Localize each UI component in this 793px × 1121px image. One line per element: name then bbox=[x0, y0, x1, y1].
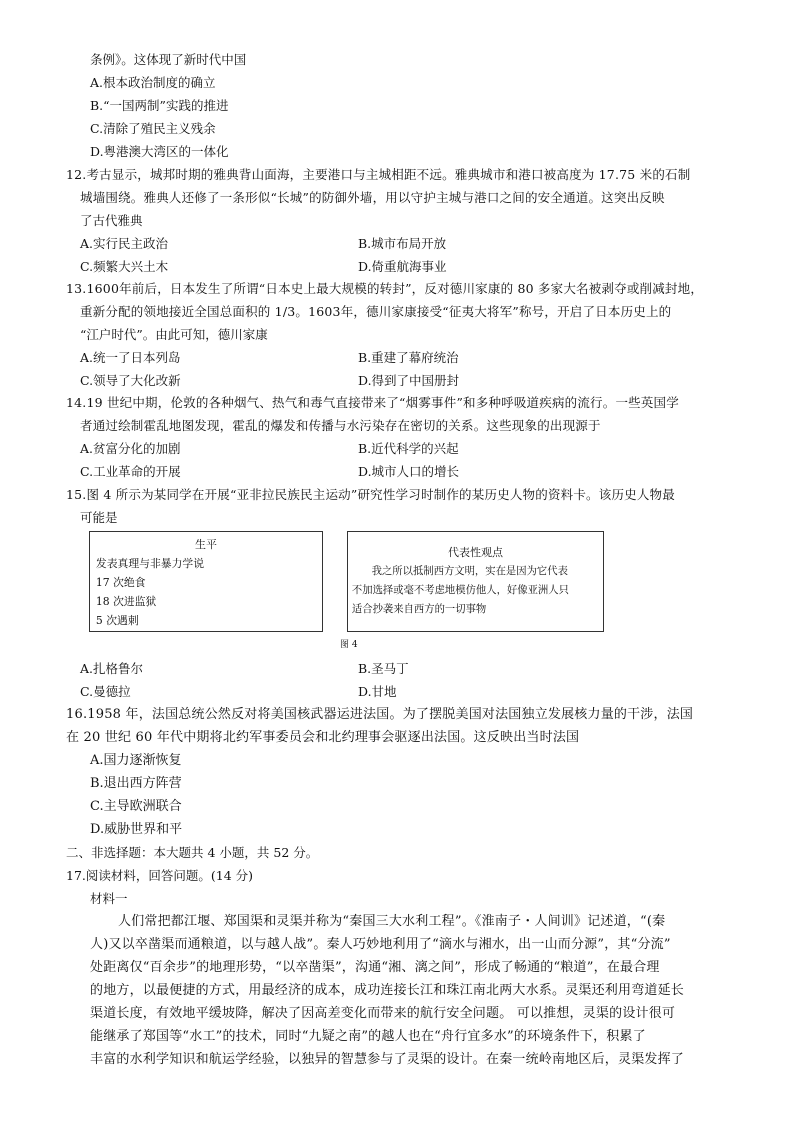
q13-option-a: A.统一了日本列岛 bbox=[80, 350, 181, 365]
q17-material-line: 渠道长度，有效地平缓坡降，解决了因高差变化而带来的航行安全问题。 可以推想，灵渠的设计很可 bbox=[90, 1006, 676, 1021]
q16-stem-line-1: 16.1958 年，法国总统公然反对将美国核武器运进法国。为了摆脱美国对法国独立发展核力量的干涉，法国 bbox=[66, 707, 694, 722]
card-biography-row: 18 次进监狱 bbox=[95, 595, 157, 608]
q13-option-c: C.领导了大化改新 bbox=[80, 373, 181, 388]
section-heading: 二、非选择题：本大题共 4 小题，共 52 分。 bbox=[66, 845, 319, 860]
q16-option-a: A.国力逐渐恢复 bbox=[90, 753, 182, 768]
q13-option-b: B.重建了幕府统治 bbox=[358, 350, 459, 365]
q11-option-d: D.粤港澳大湾区的一体化 bbox=[90, 144, 229, 159]
card-viewpoint-row: 不加选择或毫不考虑地模仿他人，好像亚洲人只 bbox=[351, 584, 569, 596]
q14-option-c: C.工业革命的开展 bbox=[80, 464, 181, 479]
q17-material-label: 材料一 bbox=[90, 891, 128, 906]
q17-material-line: 丰富的水利学知识和航运学经验，以独异的智慧参与了灵渠的设计。在秦一统岭南地区后，灵渠发挥了 bbox=[90, 1052, 685, 1067]
q16-stem-line-2: 在 20 世纪 60 年代中期将北约军事委员会和北约理事会驱逐出法国。这反映出当时法国 bbox=[66, 730, 580, 745]
q12-option-c: C.频繁大兴土木 bbox=[80, 259, 169, 274]
card-biography-title: 生平 bbox=[195, 538, 217, 551]
q17-material-line: 人们常把都江堰、郑国渠和灵渠并称为“秦国三大水利工程”。《淮南子・人间训》记述道，“(秦 bbox=[118, 914, 666, 929]
q12-stem-line-3: 了古代雅典 bbox=[80, 213, 143, 228]
q13-stem-line-1: 13.1600年前后，日本发生了所谓“日本史上最大规模的转封”，反对德川家康的 80 多家大名被剥夺或削减封地， bbox=[66, 281, 704, 296]
q12-option-a: A.实行民主政治 bbox=[80, 236, 169, 251]
q11-option-c: C.清除了殖民主义残余 bbox=[90, 121, 216, 136]
q15-option-a: A.扎格鲁尔 bbox=[80, 661, 144, 676]
q14-option-b: B.近代科学的兴起 bbox=[358, 441, 459, 456]
q17-material-line: 人)又以卒凿渠而通粮道，以与越人战”。秦人巧妙地利用了“滴水与湘水，出一山而分源”，其“分流” bbox=[90, 937, 671, 952]
card-biography-row: 发表真理与非暴力学说 bbox=[95, 557, 205, 570]
q11-option-a: A.根本政治制度的确立 bbox=[90, 75, 216, 90]
q13-option-d: D.得到了中国册封 bbox=[358, 373, 460, 388]
q13-stem-line-2: 重新分配的领地接近全国总面积的 1/3。1603年，德川家康接受“征夷大将军”称号，开启了日本历史上的 bbox=[80, 304, 672, 319]
q12-stem-line-1: 12.考古显示，城邦时期的雅典背山面海，主要港口与主城相距不远。雅典城市和港口被高度为 17.75 米的石制 bbox=[66, 167, 691, 182]
card-viewpoint-row: 适合抄袭来自西方的一切事物 bbox=[351, 603, 487, 615]
q15-option-b: B.圣马丁 bbox=[358, 661, 409, 676]
q12-stem-line-2: 城墙围绕。雅典人还修了一条形似“长城”的防御外墙，用以守护主城与港口之间的安全通道。这突出反映 bbox=[80, 190, 665, 205]
card-biography-row: 5 次遇刺 bbox=[95, 614, 139, 627]
q12-option-b: B.城市布局开放 bbox=[358, 236, 447, 251]
q17-material-line: 处距离仅“百余步”的地理形势，“以卒凿渠”，沟通“湘、漓之间”，形成了畅通的“粮道”，在最合理 bbox=[90, 960, 660, 975]
q12-option-d: D.倚重航海事业 bbox=[358, 259, 447, 274]
q13-stem-line-3: “江户时代”。由此可知，德川家康 bbox=[80, 327, 268, 342]
q17-title: 17.阅读材料，回答问题。(14 分) bbox=[66, 868, 254, 883]
q17-material-line: 能继承了郑国等“水工”的技术，同时“九疑之南”的越人也在“舟行宜多水”的环境条件下，积累了 bbox=[90, 1029, 646, 1044]
q15-option-c: C.曼德拉 bbox=[80, 684, 131, 699]
q11-option-b: B.“一国两制”实践的推进 bbox=[90, 98, 229, 113]
q15-stem-line-1: 15.图 4 所示为某同学在开展“亚非拉民族民主运动”研究性学习时制作的某历史人物的资料卡。该历史人物最 bbox=[66, 487, 675, 502]
q15-card-biography bbox=[89, 531, 323, 632]
q15-option-d: D.甘地 bbox=[358, 684, 397, 699]
q14-option-d: D.城市人口的增长 bbox=[358, 464, 460, 479]
q16-option-b: B.退出西方阵营 bbox=[90, 776, 182, 791]
figure-caption: 图 4 bbox=[340, 640, 358, 650]
q14-stem-line-1: 14.19 世纪中期，伦敦的各种烟气、热气和毒气直接带来了“烟雾事件”和多种呼吸道疾病的流行。一些英国学 bbox=[66, 395, 679, 410]
q15-card-viewpoint bbox=[347, 531, 604, 632]
q14-option-a: A.贫富分化的加剧 bbox=[80, 441, 181, 456]
card-biography-row: 17 次绝食 bbox=[95, 576, 146, 589]
card-viewpoint-row: 我之所以抵制西方文明，实在是因为它代表 bbox=[371, 565, 568, 577]
q15-stem-line-2: 可能是 bbox=[80, 510, 118, 525]
q11-stem-tail: 条例》。这体现了新时代中国 bbox=[90, 52, 247, 67]
q16-option-d: D.威胁世界和平 bbox=[90, 822, 183, 837]
card-viewpoint-title: 代表性观点 bbox=[448, 546, 503, 559]
q17-material-line: 的地方，以最便捷的方式，用最经济的成本，成功连接长江和珠江南北两大水系。灵渠还利用弯道延长 bbox=[90, 983, 685, 998]
q14-stem-line-2: 者通过绘制霍乱地图发现，霍乱的爆发和传播与水污染存在密切的关系。这些现象的出现源于 bbox=[80, 418, 601, 433]
q16-option-c: C.主导欧洲联合 bbox=[90, 799, 182, 814]
